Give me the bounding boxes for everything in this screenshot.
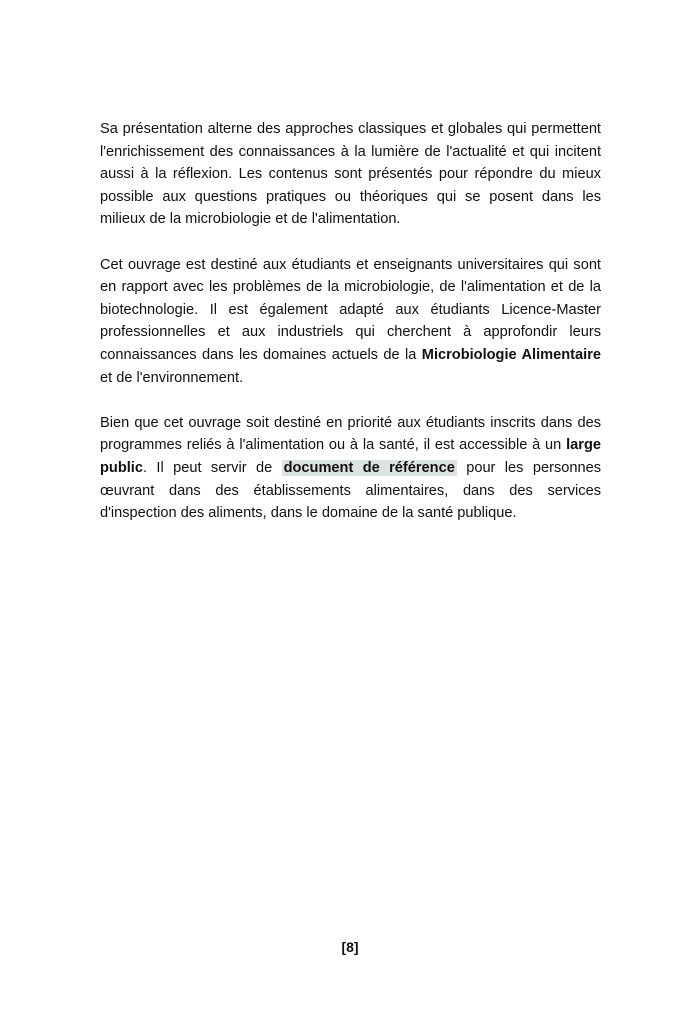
paragraph-text: Cet ouvrage est destiné aux étudiants et enseignants universitaires qui sont en rapport avec les problèmes de la microbiologie, de l'alimentation et de la biotechnologie. Il est également adapté aux étudiants Licence-Master professionnelles et aux industriels qui cherchent à approfondir leurs connaissances dans les domaines actuels de la	[100, 256, 601, 363]
paragraph-text: . Il peut servir de	[142, 459, 282, 476]
paragraph-audience	[100, 254, 601, 390]
paragraph-text: Bien que cet ouvrage soit destiné en priorité aux étudiants inscrits dans des programmes reliés à l'alimentation ou à la santé, il est accessible à un	[100, 414, 601, 454]
paragraph-text: pour les personnes œuvrant dans des établissements alimentaires, dans des services d'inspection des aliments, dans le domaine de la santé publique.	[100, 459, 601, 522]
paragraph-public	[100, 412, 601, 525]
bold-term-microbiologie-alimentaire: Microbiologie Alimentaire	[421, 346, 601, 363]
bold-term-large-public: large public	[100, 437, 601, 476]
page-number: [8]	[341, 939, 359, 955]
highlighted-term-document-reference: document de référence	[283, 459, 455, 476]
paragraph-presentation: Sa présentation alterne des approches classiques et globales qui permettent l'enrichissement des connaissances à la lumière de l'actualité et qui incitent aussi à la réflexion. Les contenus sont présentés pour répondre du mieux possible aux questions pratiques ou théoriques qui se posent dans les milieux de la microbiologie et de l'alimentation.	[100, 121, 601, 228]
paragraph-text: et de l'environnement.	[100, 369, 244, 386]
document-body	[100, 118, 601, 547]
